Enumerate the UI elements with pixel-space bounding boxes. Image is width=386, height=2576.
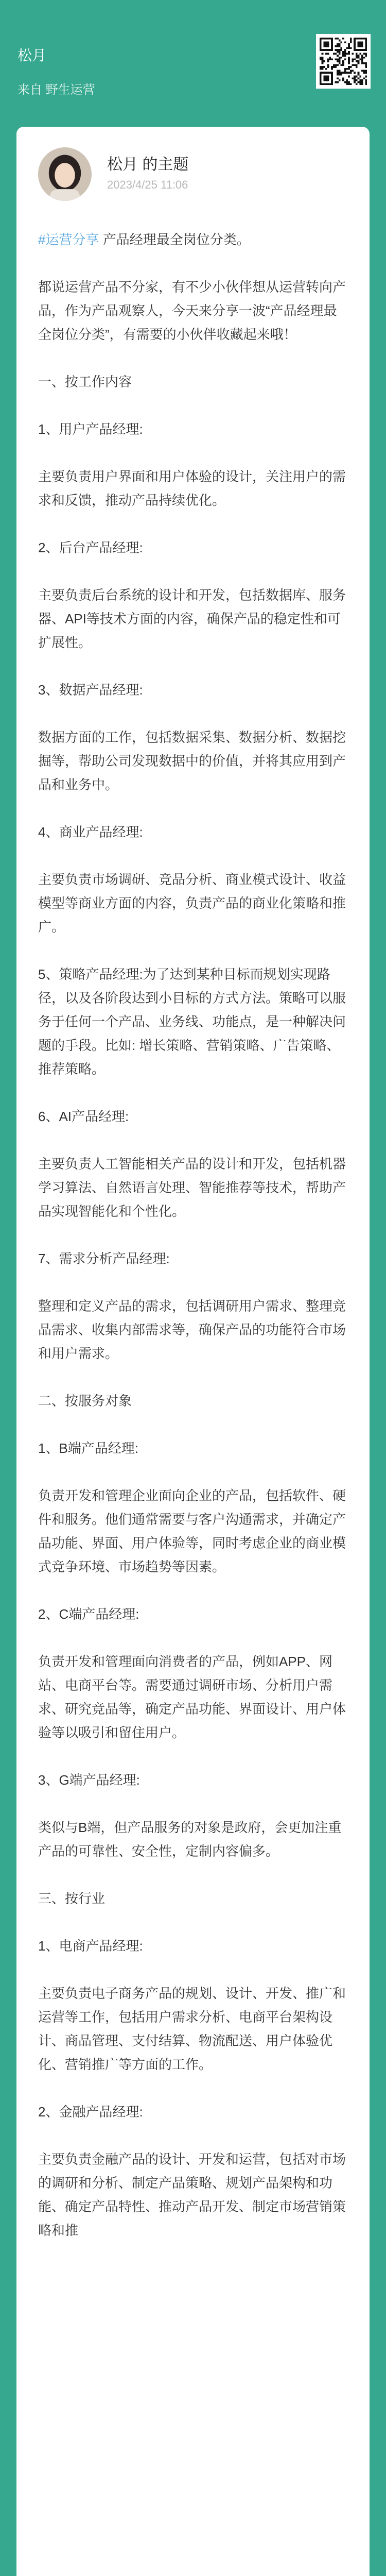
content-paragraph: 1、电商产品经理: [38,1938,143,1954]
content-paragraph: 都说运营产品不分家，有不少小伙伴想从运营转向产品，作为产品观察人，今天来分享一波“产品经理最全岗位分类”，有需要的小伙伴收藏起来哦！ [38,279,346,342]
content-paragraph: 整理和定义产品的需求，包括调研用户需求、整理竞品需求、收集内部需求等，确保产品的功能符合市场和用户需求。 [38,1298,346,1361]
content-paragraph: 2、C端产品经理: [38,1606,139,1622]
content-paragraph: 3、数据产品经理: [38,682,143,698]
post-title: 松月 的主题 [107,156,189,173]
post-headline [38,228,349,251]
content-paragraph: 二、按服务对象 [38,1393,132,1409]
content-paragraph: 主要负责用户界面和用户体验的设计，关注用户的需求和反馈，推动产品持续优化。 [38,469,346,508]
post-card [16,127,370,2576]
content-paragraph: 1、用户产品经理: [38,421,143,437]
qr-code-icon[interactable] [316,34,371,89]
content-paragraph: 4、商业产品经理: [38,824,143,840]
content-paragraph: 类似与B端，但产品服务的对象是政府，会更加注重产品的可靠性、安全性，定制内容偏多。 [38,1820,342,1859]
content-paragraph: 三、按行业 [38,1891,106,1906]
content-paragraph: 主要负责后台系统的设计和开发，包括数据库、服务器、API等技术方面的内容，确保产品的稳定性和可扩展性。 [38,587,346,650]
paragraph-list [38,275,349,2242]
content-paragraph: 2、金融产品经理: [38,2104,143,2120]
author-name: 松月 [17,47,47,63]
headline-text: 产品经理最全岗位分类。 [99,232,250,247]
content-paragraph: 1、B端产品经理: [38,1440,139,1456]
post-content [38,228,349,2266]
content-paragraph: 负责开发和管理企业面向企业的产品，包括软件、硬件和服务。他们通常需要与客户沟通需求，并确定产品功能、界面、用户体验等，同时考虑企业的商业模式竞争环境、市场趋势等因素。 [38,1488,346,1574]
source-line: 来自 野生运营 [17,83,95,97]
avatar[interactable] [38,147,92,201]
content-paragraph: 主要负责市场调研、竞品分析、商业模式设计、收益模型等商业方面的内容，负责产品的商业化策略和推广。 [38,872,346,935]
content-paragraph: 主要负责金融产品的设计、开发和运营，包括对市场的调研和分析、制定产品策略、规划产品架构和功能、确定产品特性、推动产品开发、制定市场营销策略和推 [38,2151,346,2238]
content-paragraph: 负责开发和管理面向消费者的产品，例如APP、网站、电商平台等。需要通过调研市场、分析用户需求、研究竞品等，确定产品功能、界面设计、用户体验等以吸引和留住用户。 [38,1654,346,1740]
avatar-portrait-icon [38,147,92,201]
content-paragraph: 数据方面的工作，包括数据采集、数据分析、数据挖掘等，帮助公司发现数据中的价值，并将其应用到产品和业务中。 [38,730,346,792]
content-paragraph: 5、策略产品经理:为了达到某种目标而规划实现路径，以及各阶段达到小目标的方式方法。策略可以服务于任何一个产品、业务线、功能点，是一种解决问题的手段。比如: 增长策略、营销策略、广告策略、推荐策略。 [38,967,346,1077]
topic-tag[interactable]: 运营分享 [45,232,99,247]
content-paragraph: 3、G端产品经理: [38,1772,140,1788]
content-paragraph: 主要负责电子商务产品的规划、设计、开发、推广和运营等工作，包括用户需求分析、电商平台架构设计、商品管理、支付结算、物流配送、用户体验优化、营销推广等方面的工作。 [38,1986,346,2072]
content-paragraph: 6、AI产品经理: [38,1109,129,1124]
hashtag-icon: # [38,232,46,247]
content-paragraph: 2、后台产品经理: [38,540,143,555]
content-paragraph: 7、需求分析产品经理: [38,1251,170,1266]
post-header [38,147,347,209]
qr-pattern [320,38,367,85]
content-paragraph: 一、按工作内容 [38,374,132,389]
post-date: 2023/4/25 11:06 [107,178,188,191]
content-paragraph: 主要负责人工智能相关产品的设计和开发，包括机器学习算法、自然语言处理、智能推荐等技术，帮助产品实现智能化和个性化。 [38,1156,346,1219]
share-header [0,0,386,118]
